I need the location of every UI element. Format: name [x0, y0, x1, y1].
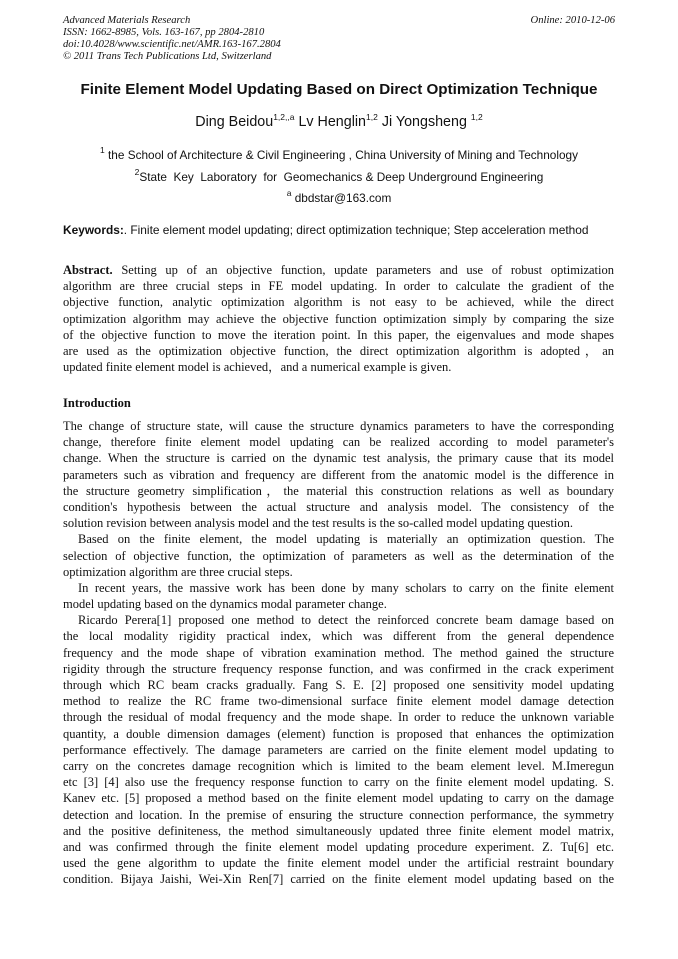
text-line: detection and location. In the premise of ensuring the structure connection performance, the symmetry	[63, 807, 614, 822]
text-line: through which RC beam cracks gradually. Fang S. E. [2] proposed one sensitivity model updating	[63, 678, 614, 692]
text-line: rigidity through the structure frequency response function, and was confirmed in the crack experiment	[63, 661, 614, 676]
text-line: The change of structure state, will cause the structure dynamics parameters to have the corresponding	[63, 419, 614, 433]
text-line: performance effectively. The damage parameters are carried on the finite element model updating to	[63, 742, 614, 757]
text-line: carry on the concretes damage recognition which is limited to the beam element level. M.Imeregun	[63, 758, 614, 773]
text-line: selection of objective function, the optimization of parameters as well as the determination of the	[63, 548, 614, 563]
affiliation	[0, 145, 678, 162]
text-line: parameters such as vibration and frequency are different from the anatomic model is the difference in	[63, 467, 614, 482]
text-line: quantity, a double dimension damages (element) function is proposed that enhances the optimization	[63, 726, 614, 741]
author-name: Ji Yongsheng	[381, 114, 471, 130]
affiliation-text: State Key Laboratory for Geomechanics & Deep Underground Engineering	[139, 170, 544, 184]
doi: doi:10.4028/www.scientific.net/AMR.163-167.2804	[63, 39, 281, 50]
text-line: updated finite element model is achieved，and a numerical example is given.	[63, 360, 452, 375]
text-line: etc [3] [4] also use the frequency response function to carry on the finite element model updating. S.	[63, 775, 614, 790]
online-date: Online: 2010-12-06	[530, 15, 615, 26]
affiliation-sup: 2	[134, 167, 140, 177]
affiliation-text: the School of Architecture & Civil Engineering , China University of Mining and Technology	[104, 148, 578, 162]
abstract	[63, 262, 614, 375]
text-line: are used as the optimization objective function, the direct optimization algorithm is adopted，an	[63, 343, 614, 358]
journal-name: Advanced Materials Research	[63, 15, 191, 26]
text-line: method to realize the RC frame two-dimensional surface finite element model damage detection	[63, 694, 614, 709]
journal-header	[63, 15, 281, 63]
text-line: change, therefore finite element model updating can be realized according to model parameter's	[63, 435, 614, 450]
author-sup: 1,2	[366, 112, 378, 122]
text-line: condition's hypothesis between the actual structure and analysis model. The consistency of the	[63, 499, 614, 514]
copyright: © 2011 Trans Tech Publications Ltd, Switzerland	[63, 51, 272, 62]
text-line: change. When the structure is carried on the dynamic test analysis, the primary cause that its model	[63, 451, 614, 466]
keywords-text: . Finite element model updating; direct optimization technique; Step acceleration method	[123, 223, 589, 237]
text-line: In recent years, the massive work has been done by many scholars to carry on the finite element	[78, 580, 614, 595]
text-line: of the objective function to move the iteration point. In this paper, the eigenvalues and mode shapes	[63, 327, 614, 342]
author-sup: 1,2,,a	[273, 112, 295, 122]
text-line: Based on the finite element, the model updating is materially an optimization question. The	[78, 532, 614, 547]
text-line: algorithm are three crucial steps in FE model updating. In order to calculate the gradient of the	[63, 279, 614, 294]
affiliation-sup: 1	[100, 145, 105, 155]
author-name: Lv Henglin	[298, 114, 367, 130]
text-line: the structure geometry simplification，the material this construction relations as well as boundary	[63, 483, 614, 498]
text-line: optimization algorithm are three crucial steps.	[63, 564, 293, 579]
author-list	[0, 112, 678, 130]
email	[0, 188, 678, 205]
affiliation	[0, 167, 678, 184]
text-line: condition. Bijaya Jaishi, Wei-Xin Ren[7] carried on the finite element model updating based on the	[63, 872, 614, 887]
text-line: optimization algorithm may achieve the objective function optimization simply by comparing the size	[63, 311, 614, 326]
text-line: Ricardo Perera[1] proposed one method to detect the reinforced concrete beam damage based on	[78, 613, 614, 628]
keywords-label: Keywords:	[63, 223, 124, 237]
text-line	[63, 262, 614, 278]
text-line: and was confirmed through the finite element model updating procedure experiment. Z. Tu[6] etc.	[63, 839, 614, 854]
text-line: used the gene algorithm to update the finite element model under the artificial restraint boundary	[63, 856, 614, 871]
keywords	[63, 223, 588, 237]
text-line: objective function, analytic optimization algorithm is not easy to be achieved, while the direct	[63, 295, 614, 310]
paper-title: Finite Element Model Updating Based on Direct Optimization Technique	[80, 81, 598, 98]
abstract-text: Setting up of an objective function, update parameters and use of robust optimization	[112, 263, 614, 277]
text-line: model updating based on the dynamics modal parameter change.	[63, 597, 387, 612]
text-line: through the residual of modal frequency and the mode shape. In order to reduce the unknown variable	[63, 710, 614, 725]
author-sup: 1,2	[470, 112, 483, 122]
affiliation-sup: a	[286, 188, 292, 198]
text-line: frequency and the mode shape of vibration examination method. The method gained the structure	[63, 645, 614, 660]
introduction-body	[63, 418, 614, 887]
section-heading-introduction: Introduction	[63, 396, 131, 410]
text-line: Kanev etc. [5] proposed a method based on the finite element model updating to carry on the damage	[63, 791, 614, 806]
author-name: Ding Beidou	[195, 114, 274, 130]
abstract-label: Abstract.	[63, 263, 113, 277]
text-line: the local modality rigidity practical index, which was different from the general dependence	[63, 629, 614, 644]
email-text: dbdstar@163.com	[291, 191, 392, 205]
issn: ISSN: 1662-8985, Vols. 163-167, pp 2804-2810	[63, 27, 265, 38]
text-line: solution revision between analysis model and the test results is the so-called model updating question.	[63, 516, 573, 531]
text-line: and the positive definiteness, the method simultaneously updated three finite element model matrix,	[63, 823, 614, 838]
